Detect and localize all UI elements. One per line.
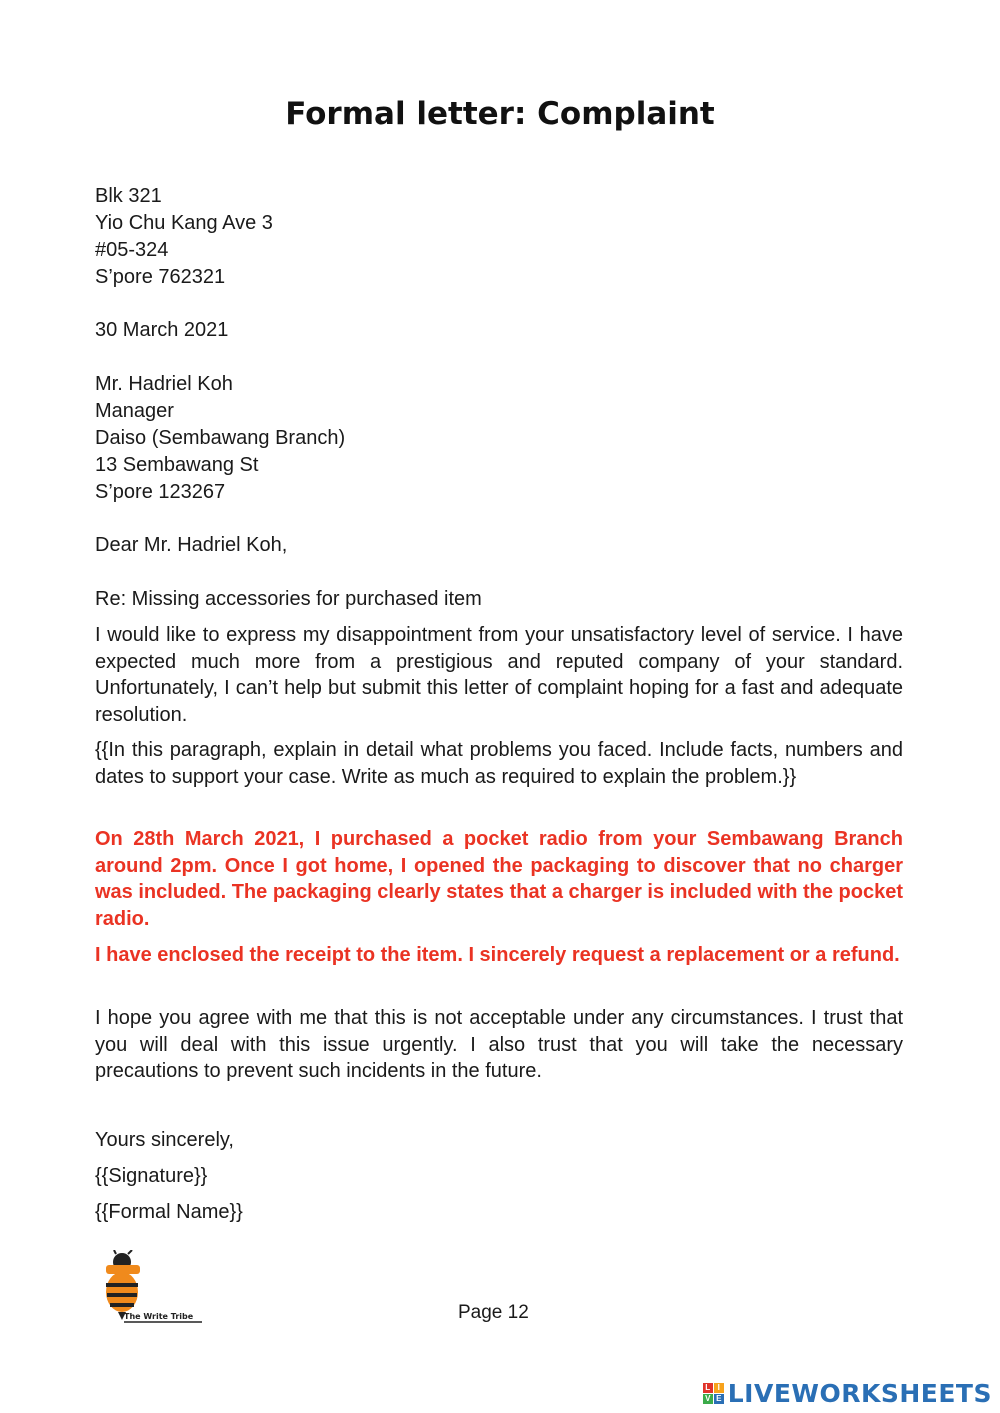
intro-paragraph: I would like to express my disappointment from your unsatisfactory level of service. I have expected much more from a prestigious and reputed company of your standard. Unfortunately, I can’t help but submit this letter of complaint hoping for a fast and adequate resolution. — [95, 624, 903, 726]
closing-paragraph: I hope you agree with me that this is not acceptable under any circumstances. I trust that you will deal with this issue urgently. I also trust that you will take the necessary precautions to prevent such incidents in the future. — [95, 1007, 903, 1082]
subject-line — [95, 586, 905, 613]
recipient-line: 13 Sembawang St — [95, 454, 259, 476]
address-line: S’pore 762321 — [95, 266, 226, 288]
signature-text: {{Signature}} — [95, 1165, 208, 1187]
date-text: 30 March 2021 — [95, 319, 229, 341]
instruction-paragraph: {{In this paragraph, explain in detail what problems you faced. Include facts, numbers and dates to support your case. Write as much as required to explain the problem.}} — [95, 739, 903, 788]
formal-name-placeholder — [95, 1199, 905, 1226]
page-number: Page 12 — [458, 1302, 529, 1323]
salutation — [95, 532, 905, 559]
sender-address — [95, 183, 905, 291]
logo-caption: The Write Tribe — [124, 1312, 194, 1321]
brand-tile: E — [714, 1394, 724, 1404]
brand-tiles-icon — [703, 1383, 724, 1404]
recipient-line: Manager — [95, 400, 174, 422]
subject-text: Re: Missing accessories for purchased item — [95, 588, 482, 610]
page-title: Formal letter: Complaint — [285, 96, 715, 132]
antenna-right — [128, 1250, 132, 1254]
bee-stripe — [110, 1303, 134, 1307]
brand-tile: L — [703, 1383, 713, 1393]
bee-stripe — [107, 1293, 137, 1297]
address-line: #05-324 — [95, 239, 169, 261]
brand-name: LIVEWORKSHEETS — [727, 1378, 992, 1408]
recipient-line: Mr. Hadriel Koh — [95, 373, 233, 395]
liveworksheets-brand — [703, 1378, 992, 1408]
problem-paragraph: On 28th March 2021, I purchased a pocket radio from your Sembawang Branch around 2pm. Once I got home, I opened the packaging to discover that no charger was included. The packaging clearly states that a charger is included with the pocket radio. — [95, 828, 904, 930]
brand-tile: V — [703, 1394, 713, 1404]
bee-stripe — [106, 1283, 138, 1287]
request-paragraph: I have enclosed the receipt to the item. I sincerely request a replacement or a refund. — [95, 944, 900, 966]
recipient-line: Daiso (Sembawang Branch) — [95, 427, 346, 449]
antenna-left — [114, 1250, 116, 1254]
salutation-text: Dear Mr. Hadriel Koh, — [95, 534, 288, 556]
recipient-address — [95, 371, 905, 506]
formal-name-text: {{Formal Name}} — [95, 1201, 243, 1223]
bee-logo-icon — [98, 1250, 208, 1326]
address-line: Yio Chu Kang Ave 3 — [95, 212, 273, 234]
signature-placeholder — [95, 1163, 905, 1190]
recipient-line: S’pore 123267 — [95, 481, 226, 503]
signoff-text: Yours sincerely, — [95, 1129, 234, 1151]
signoff — [95, 1127, 905, 1154]
address-line: Blk 321 — [95, 185, 162, 207]
brand-tile: I — [714, 1383, 724, 1393]
letter-date — [95, 317, 905, 344]
